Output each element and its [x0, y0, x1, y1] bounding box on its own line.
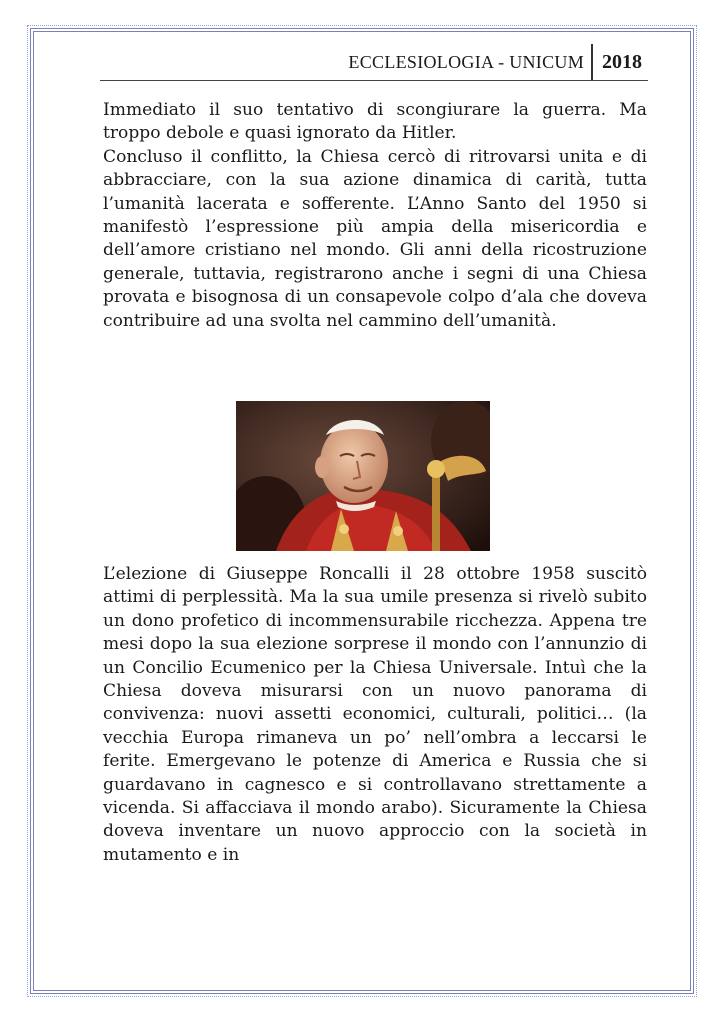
header-title: ECCLESIOLOGIA - UNICUM [348, 52, 584, 72]
paragraph-1: Immediato il suo tentativo di scongiurare la guerra. Ma troppo debole e quasi ignorato da Hitler. Concluso il conflitto, la Chiesa cercò di ritrovarsi unita e di abbracciare, con la sua azione dinamica di carità, tutta l’umanità lacerata e sofferente. L’Anno Santo del 1950 si manifestò l’espressione più ampia della misericordia e dell’amore cristiano nel mondo. Gli anni della ricostruzione generale, tuttavia, registrarono anche i segni di una Chiesa provata e bisognosa di un consapevole colpo d’ala che doveva contribuire ad una svolta nel cammino dell’umanità. [103, 100, 647, 331]
page-header [100, 44, 648, 81]
paragraph-2: L’elezione di Giuseppe Roncalli il 28 ottobre 1958 suscitò attimi di perplessità. Ma la sua umile presenza si rivelò subito un dono profetico di incommensurabile ricchezza. Appena tre mesi dopo la sua elezione sorprese il mondo con l’annunzio di un Concilio Ecumenico per la Chiesa Universale. Intuì che la Chiesa doveva misurarsi con un nuovo panorama di convivenza: nuovi assetti economici, culturali, politici… (la vecchia Europa rimaneva un po’ nell’ombra a leccarsi le ferite. Emergevano le potenze di America e Russia che si guardavano in cagnesco e si controllavano strettamente a vicenda. Si affacciava il mondo arabo). Sicuramente la Chiesa doveva inventare un nuovo approccio con la società in mutamento e in [103, 564, 647, 865]
header-separator [591, 44, 593, 80]
header-year: 2018 [602, 51, 642, 73]
pope-photo [236, 401, 490, 551]
